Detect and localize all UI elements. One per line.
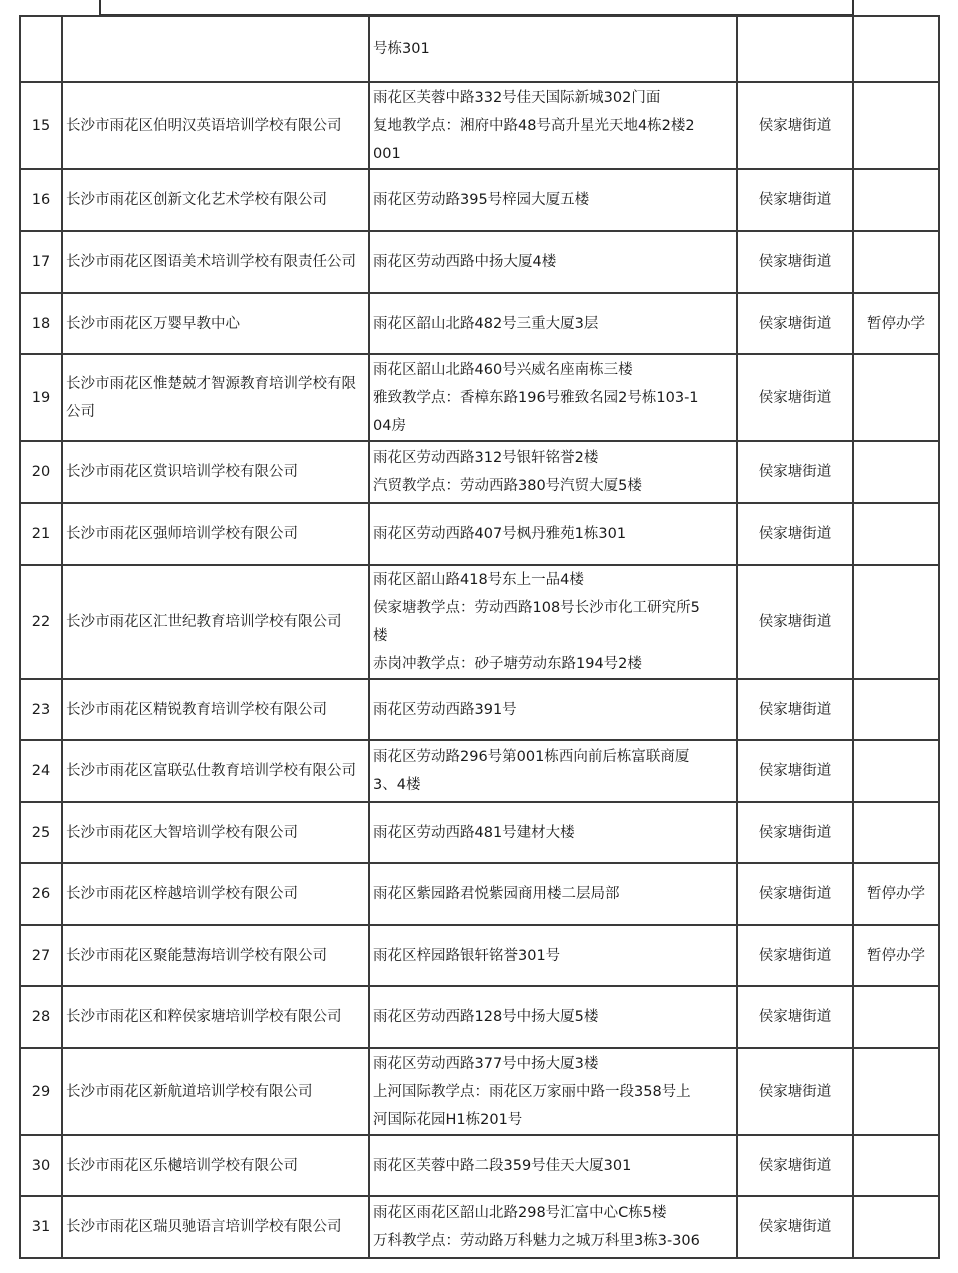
row-number: 23 [20,679,62,740]
address-line: 汽贸教学点：劳动西路380号汽贸大厦5楼 [373,478,642,494]
street-office: 侯家塘街道 [737,986,853,1048]
address-line: 雨花区紫园路君悦紫园商用楼二层局部 [373,886,620,902]
address-line: 雨花区劳动西路391号 [373,701,517,718]
row-number: 31 [20,1196,62,1258]
school-name: 长沙市雨花区精锐教育培训学校有限公司 [62,679,369,740]
school-name: 长沙市雨花区大智培训学校有限公司 [62,802,369,863]
address-line: 万科教学点：劳动路万科魅力之城万科里3栋3-306 [373,1233,700,1249]
table-row [20,16,939,82]
row-number: 25 [20,802,62,863]
address-line: 侯家塘教学点：劳动西路108号长沙市化工研究所5 [373,600,700,616]
table-row [20,1048,939,1135]
table-row [20,740,939,802]
row-number: 20 [20,441,62,503]
street-office: 侯家塘街道 [737,1048,853,1135]
school-name [62,16,369,82]
address-line: 楼 [373,628,388,644]
table-row [20,679,939,740]
row-number: 15 [20,82,62,169]
school-name: 长沙市雨花区惟楚兢才智源教育培训学校有限公司 [62,354,369,441]
address-line: 雨花区劳动西路481号建材大楼 [373,824,575,841]
street-office: 侯家塘街道 [737,231,853,293]
address-line: 雨花区劳动路296号第001栋西向前后栋富联商厦 [373,749,690,765]
school-address [369,231,737,293]
street-office: 侯家塘街道 [737,925,853,986]
row-number: 16 [20,169,62,231]
school-address [369,986,737,1048]
school-table-body [20,16,939,1258]
street-office: 侯家塘街道 [737,169,853,231]
street-office: 侯家塘街道 [737,503,853,565]
row-number [20,16,62,82]
status-note [853,82,939,169]
street-office: 侯家塘街道 [737,293,853,354]
address-line: 雨花区芙蓉中路332号佳天国际新城302门面 [373,89,661,106]
street-office: 侯家塘街道 [737,740,853,802]
street-office [737,16,853,82]
table-row [20,1196,939,1258]
street-office: 侯家塘街道 [737,565,853,679]
school-name: 长沙市雨花区汇世纪教育培训学校有限公司 [62,565,369,679]
status-note [853,740,939,802]
row-number: 28 [20,986,62,1048]
address-line: 雨花区雨花区韶山北路298号汇富中心C栋5楼 [373,1205,667,1221]
status-note [853,802,939,863]
status-note [853,1135,939,1196]
address-line: 雅致教学点：香樟东路196号雅致名园2号栋103-1 [373,389,699,406]
street-office: 侯家塘街道 [737,82,853,169]
school-name: 长沙市雨花区万婴早教中心 [62,293,369,354]
row-number: 29 [20,1048,62,1135]
address-line: 雨花区韶山北路482号三重大厦3层 [373,315,599,332]
street-office: 侯家塘街道 [737,679,853,740]
school-address [369,293,737,354]
table-row [20,441,939,503]
table-row [20,503,939,565]
status-note: 暂停办学 [853,925,939,986]
row-number: 19 [20,354,62,441]
address-line: 雨花区劳动西路312号银轩铭誉2楼 [373,450,599,466]
row-number: 30 [20,1135,62,1196]
status-note [853,441,939,503]
school-name: 长沙市雨花区创新文化艺术学校有限公司 [62,169,369,231]
school-name: 长沙市雨花区和粹侯家塘培训学校有限公司 [62,986,369,1048]
address-line: 雨花区芙蓉中路二段359号佳天大厦301 [373,1157,632,1174]
status-note [853,1048,939,1135]
school-address [369,354,737,441]
school-name: 长沙市雨花区聚能慧海培训学校有限公司 [62,925,369,986]
school-address [369,925,737,986]
address-line: 号栋301 [373,41,430,57]
school-name: 长沙市雨花区赏识培训学校有限公司 [62,441,369,503]
address-line: 河国际花园H1栋201号 [373,1111,523,1128]
row-number: 21 [20,503,62,565]
school-address [369,679,737,740]
row-number: 22 [20,565,62,679]
address-line: 3、4楼 [373,777,421,793]
status-note [853,679,939,740]
table-row [20,231,939,293]
school-address [369,16,737,82]
status-note [853,354,939,441]
status-note [853,565,939,679]
table-row [20,986,939,1048]
row-number: 24 [20,740,62,802]
table-row [20,169,939,231]
school-address [369,441,737,503]
row-number: 26 [20,863,62,925]
address-line: 雨花区劳动路395号梓园大厦五楼 [373,192,590,208]
address-line: 04房 [373,417,406,434]
school-address [369,82,737,169]
status-note [853,16,939,82]
row-number: 18 [20,293,62,354]
status-note [853,986,939,1048]
status-note [853,1196,939,1258]
status-note: 暂停办学 [853,863,939,925]
row-number: 17 [20,231,62,293]
street-office: 侯家塘街道 [737,441,853,503]
address-line: 001 [373,145,401,162]
school-address [369,565,737,679]
address-line: 雨花区劳动西路128号中扬大厦5楼 [373,1009,599,1025]
table-row [20,802,939,863]
school-name: 长沙市雨花区瑞贝驰语言培训学校有限公司 [62,1196,369,1258]
school-name: 长沙市雨花区新航道培训学校有限公司 [62,1048,369,1135]
table-row [20,863,939,925]
street-office: 侯家塘街道 [737,354,853,441]
school-address [369,740,737,802]
street-office: 侯家塘街道 [737,802,853,863]
status-note: 暂停办学 [853,293,939,354]
school-name: 长沙市雨花区强师培训学校有限公司 [62,503,369,565]
school-address [369,503,737,565]
school-address [369,1196,737,1258]
school-name: 长沙市雨花区富联弘仕教育培训学校有限公司 [62,740,369,802]
school-name: 长沙市雨花区乐樾培训学校有限公司 [62,1135,369,1196]
school-address [369,169,737,231]
address-line: 雨花区韶山北路460号兴威名座南栋三楼 [373,361,633,378]
table-row [20,293,939,354]
street-office: 侯家塘街道 [737,1196,853,1258]
status-note [853,169,939,231]
address-line: 雨花区韶山路418号东上一品4楼 [373,572,584,588]
row-number: 27 [20,925,62,986]
status-note [853,231,939,293]
address-line: 雨花区劳动西路377号中扬大厦3楼 [373,1055,599,1072]
street-office: 侯家塘街道 [737,1135,853,1196]
school-name: 长沙市雨花区梓越培训学校有限公司 [62,863,369,925]
address-line: 雨花区劳动西路中扬大厦4楼 [373,254,557,270]
table-row [20,354,939,441]
school-address [369,863,737,925]
address-line: 雨花区劳动西路407号枫丹雅苑1栋301 [373,526,627,542]
address-line: 复地教学点：湘府中路48号高升星光天地4栋2楼2 [373,117,695,134]
table-row [20,82,939,169]
address-line: 上河国际教学点：雨花区万家丽中路一段358号上 [373,1083,691,1100]
street-office: 侯家塘街道 [737,863,853,925]
school-name: 长沙市雨花区伯明汉英语培训学校有限公司 [62,82,369,169]
table-row [20,565,939,679]
school-name: 长沙市雨花区图语美术培训学校有限责任公司 [62,231,369,293]
address-line: 赤岗冲教学点：砂子塘劳动东路194号2楼 [373,656,642,672]
school-address [369,1048,737,1135]
school-address [369,1135,737,1196]
table-row [20,925,939,986]
school-table [19,15,940,1259]
address-line: 雨花区梓园路银轩铭誉301号 [373,947,561,964]
school-address [369,802,737,863]
status-note [853,503,939,565]
previous-page-edge [0,0,958,16]
table-row [20,1135,939,1196]
